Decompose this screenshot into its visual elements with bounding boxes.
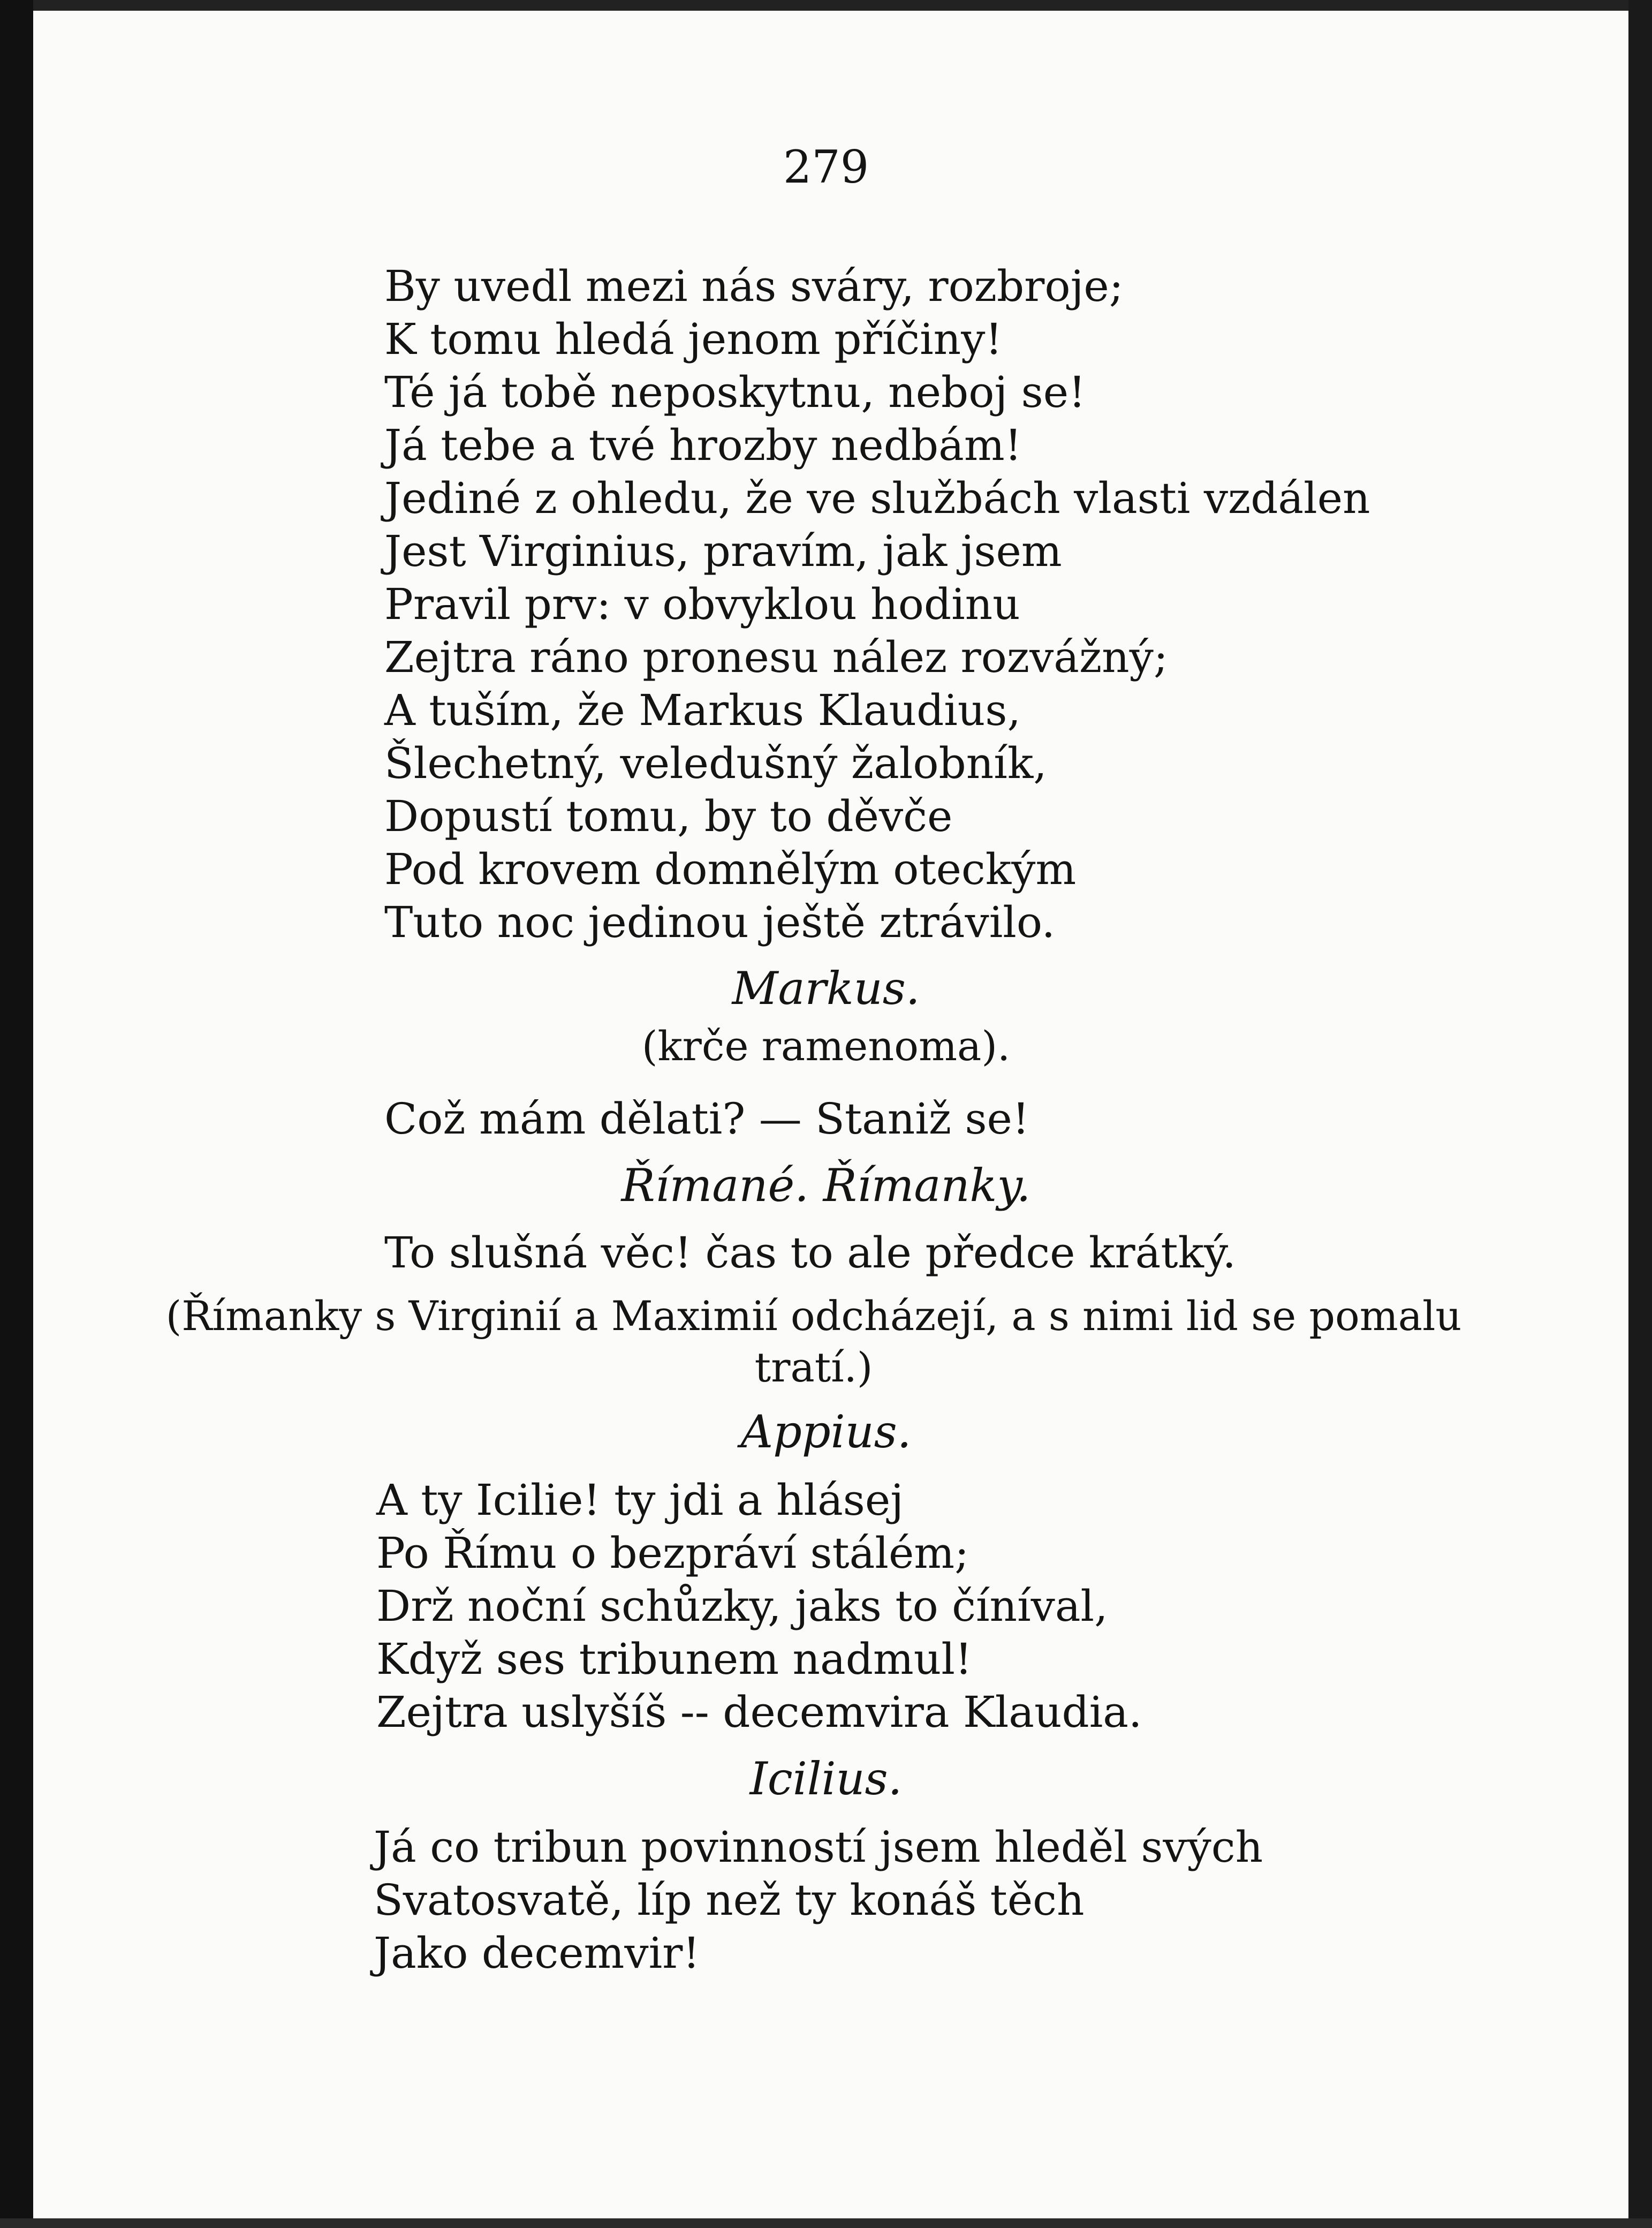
verse-line: Jako decemvir! [374,1928,700,1978]
verse-line: Tuto noc jedinou ještě ztrávilo. [384,897,1056,947]
verse-line: By uvedl mezi nás sváry, rozbroje; [384,261,1124,311]
verse-line: Drž noční schůzky, jaks to číníval, [376,1581,1108,1631]
verse-line: Svatosvatě, líp než ty konáš těch [374,1875,1085,1925]
scan-edge-bottom [0,2218,1652,2228]
verse-line: Jediné z ohledu, že ve službách vlasti vzdálen [384,473,1370,523]
verse-line: Což mám dělati? — Staniž se! [384,1094,1029,1144]
verse-line: Když ses tribunem nadmul! [376,1634,973,1684]
verse-line: Já co tribun povinností jsem hleděl svých [374,1822,1263,1872]
stage-direction: (Římanky s Virginií a Maximií odcházejí, a s nimi lid se pomalu tratí.) [165,1292,1462,1391]
speaker-markus: Markus. [732,962,920,1015]
speaker-icilius: Icilius. [749,1753,903,1805]
scan-edge-top [0,0,1652,11]
verse-line: Pod krovem domnělým oteckým [384,844,1077,894]
scan-edge-right [1628,0,1652,2228]
verse-line: Té já tobě neposkytnu, neboj se! [384,367,1086,417]
verse-line: To slušná věc! čas to ale předce krátký. [384,1228,1236,1278]
verse-line: A ty Icilie! ty jdi a hlásej [376,1475,904,1525]
scan-edge-left [0,0,33,2228]
verse-line: K tomu hledá jenom příčiny! [384,314,1003,364]
speaker-appius: Appius. [740,1406,912,1458]
verse-line: Po Římu o bezpráví stálém; [376,1528,969,1578]
verse-line: Já tebe a tvé hrozby nedbám! [384,420,1022,470]
verse-line: Dopustí tomu, by to děvče [384,791,953,841]
verse-line: Zejtra uslyšíš -- decemvira Klaudia. [376,1687,1142,1737]
speaker-rimane: Římané. Římanky. [621,1159,1031,1212]
verse-line: A tuším, že Markus Klaudius, [384,685,1021,735]
verse-line: Zejtra ráno pronesu nález rozvážný; [384,632,1168,682]
verse-line: Pravil prv: v obvyklou hodinu [384,579,1020,629]
stage-direction: (krče ramenoma). [641,1022,1011,1070]
verse-line: Šlechetný, veledušný žalobník, [384,738,1047,788]
verse-line: Jest Virginius, pravím, jak jsem [384,526,1062,576]
page-number: 279 [783,141,869,193]
